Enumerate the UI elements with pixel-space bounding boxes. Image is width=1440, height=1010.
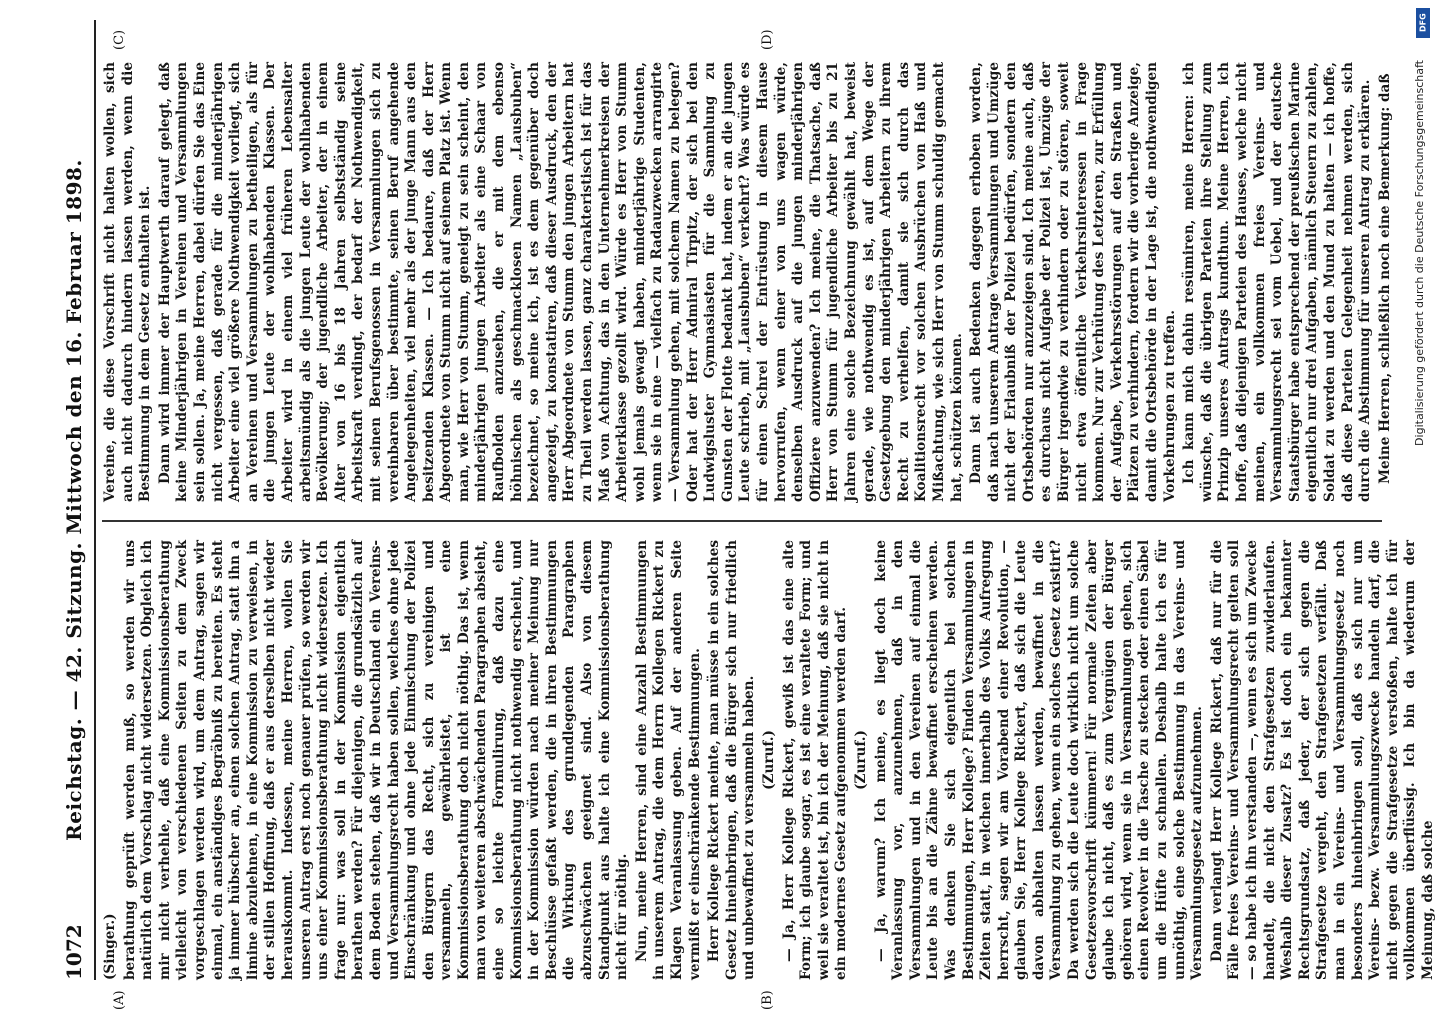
header-rule bbox=[94, 20, 96, 980]
column-divider bbox=[102, 521, 1382, 523]
margin-marker-d: (D) bbox=[760, 29, 775, 50]
paragraph: Herr Kollege Rickert meinte, man müsse in ein solches Gesetz hineinbringen, daß die Bürger sich nur friedlich und unbewaffnet zu versammeln haben. bbox=[706, 540, 758, 980]
digitization-note: Digitalisierung gefördert durch die Deutsche Forschungsgemeinschaft bbox=[1413, 60, 1426, 446]
paragraph: Meine Herren, schließlich noch eine Bemerkung: daß bbox=[1376, 73, 1393, 484]
paragraph: — Ja, Herr Kollege Rickert, gewiß ist das eine alte Form; ich glaube sogar, es ist eine veraltete Form; und weil sie veraltet ist, bin ich der Meinung, daß sie nicht in ein modernes Gesetz aufgenommen werden darf. bbox=[780, 540, 850, 980]
margin-marker-c: (C) bbox=[112, 29, 127, 50]
running-title: Reichstag. — 42. Sitzung. Mittwoch den 16. Februar 1898. bbox=[62, 159, 86, 841]
paragraph: Ich kann mich dahin resümiren, meine Herren: ich wünsche, daß die übrigen Parteien ihre Stellung zum Prinzip unseres Antrags kundthun. Meine Herren, ich hoffe, daß diejenigen Parteien des Hauses, welche nicht meinen, ein vollkommen freies Vereins- und Versammlungsrecht sei vom Uebel, und der deutsche Staatsbürger habe entsprechend der preußischen Marine eigentlich nur drei Aufgaben, nämlich Steuern zu zahlen, Soldat zu werden und den Mund zu halten — ich hoffe, daß diese Parteien Gelegenheit nehmen werden, sich durch die Abstimmung für unseren Antrag zu erklären. bbox=[1181, 62, 1374, 502]
page-number: 1072 bbox=[62, 924, 86, 980]
margin-marker-a: (A) bbox=[112, 990, 127, 1010]
left-column bbox=[102, 540, 1440, 980]
paragraph: Vereine, die diese Vorschrift nicht halten wollen, sich auch nicht dadurch hindern lassen werden, wenn die Bestimmung in dem Gesetz enthalten ist. bbox=[102, 62, 154, 502]
dfg-logo: DFG bbox=[1416, 8, 1430, 38]
paragraph: Dann verlangt Herr Kollege Rickert, daß nur für die Fälle freies Vereins- und Versammlungsrecht gelten soll — so habe ich ihn verstanden —, wenn es sich um Zwecke handelt, die nicht den Strafgesetzen zuwiderlaufen. Weshalb dieser Zusatz? Es ist doch ein bekannter Rechtsgrundsatz, daß jeder, der sich gegen die Strafgesetze vergeht, den Strafgesetzen verfällt. Daß man in ein Vereins- und Versammlungsgesetz noch besonders hineinbringen soll, daß es sich nur um Vereins- bezw. Versammlungszwecke handeln darf, die nicht gegen die Strafgesetze verstoßen, halte ich für vollkommen überflüssig. Ich bin da wiederum der Meinung, daß solche bbox=[1208, 540, 1436, 980]
margin-marker-b: (B) bbox=[760, 990, 775, 1010]
paragraph: Nun, meine Herren, sind eine Anzahl Bestimmungen in unserem Antrag, die dem Herrn Kollegen Rickert zu Klagen Veranlassung geben. Auf der anderen Seite vermißt er einschränkende Bestimmungen. bbox=[633, 540, 703, 980]
speaker-name: (Singer.) bbox=[102, 913, 118, 980]
paragraph: — Ja, warum? Ich meine, es liegt doch keine Veranlassung vor, anzunehmen, daß in den Versammlungen und in den Vereinen auf einmal die Leute bis an die Zähne bewaffnet erscheinen werden. Was denken Sie sich eigentlich bei solchen Bestimmungen, Herr Kollege? Finden Versammlungen in Zeiten statt, in welchen innerhalb des Volks Aufregung herrscht, sagen wir am Vorabend einer Revolution, — glauben Sie, Herr Kollege Rickert, daß sich die Leute davon abhalten lassen werden, bewaffnet in die Versammlung zu gehen, wenn ein solches Gesetz existirt? Da werden sich die Leute doch wirklich nicht um solche Gesetzesvorschrift kümmern! Für normale Zeiten aber glaube ich nicht, daß es zum Vergnügen der Bürger gehören wird, wenn sie in Versammlungen gehen, sich einen Revolver in die Tasche zu stecken oder einen Säbel um die Hüfte zu schnallen. Deshalb halte ich es für unnöthig, eine solche Bestimmung in das Vereins- und Versammlungsgesetz aufzunehmen. bbox=[872, 540, 1206, 980]
paragraph: Dann wird immer der Hauptwerth darauf gelegt, daß keine Minderjährigen in Vereinen und Versammlungen sein sollen. Ja, meine Herren, dabei dürfen Sie das Eine nicht vergessen, daß gerade für die minderjährigen Arbeiter eine viel größere Nothwendigkeit vorliegt, sich an Vereinen und Versammlungen zu betheiligen, als für die jungen Leute der wohlhabenden Klassen. Der Arbeiter wird in einem viel früheren Lebensalter arbeitsmündig als die jungen Leute der wohlhabenden Bevölkerung; der jugendliche Arbeiter, der in einem Alter von 16 bis 18 Jahren selbstständig seine Arbeitskraft verdingt, der bedarf der Nothwendigkeit, mit seinen Berufsgenossen in Versammlungen sich zu vereinbaren über bestimmte, seinen Beruf angehende Angelegenheiten, viel mehr als der junge Mann aus den besitzenden Klassen. — Ich bedaure, daß der Herr Abgeordnete von Stumm nicht auf seinem Platz ist. Wenn man, wie Herr von Stumm, geneigt zu sein scheint, den minderjährigen jungen Arbeiter als eine Schaar von Raufbolden anzusehen, die er mit dem ebenso höhnischen als geschmacklosen Namen „Lausbuben“ bezeichnet, so meine ich, ist es dem gegenüber doch angezeigt, zu konstatiren, daß dieser Ausdruck, den der Herr Abgeordnete von Stumm den jungen Arbeitern hat zu Theil werden lassen, ganz charakteristisch ist für das Maß von Achtung, das in den Unternehmerkreisen der Arbeiterklasse gezollt wird. Würde es Herr von Stumm wohl jemals gewagt haben, minderjährige Studenten, wenn sie in eine — vielfach zu Radauzwecken arrangirte — Versammlung gehen, mit solchem Namen zu belegen? Oder hat der Herr Admiral Tirpitz, der sich bei den Ludwigsluster Gymnasiasten für die Sammlung zu Gunsten der Flotte bedankt hat, indem er an die jungen Leute schrieb, mit „Lausbuben“ verkehrt? Was würde es für einen Schrei der Entrüstung in diesem Hause hervorrufen, wenn einer von uns wagen würde, denselben Ausdruck auf die jungen minderjährigen Offiziere anzuwenden? Ich meine, die Thatsache, daß Herr von Stumm für jugendliche Arbeiter bis zu 21 Jahren eine solche Bezeichnung gewählt hat, beweist gerade, wie nothwendig es ist, auf dem Wege der Gesetzgebung den minderjährigen Arbeitern zu ihrem Recht zu verhelfen, damit sie sich durch das Koalitionsrecht vor solchen Ausbrüchen von Haß und Mißachtung, wie sich Herr von Stumm schuldig gemacht hat, schützen können. bbox=[156, 62, 965, 502]
interjection: (Zuruf.) bbox=[760, 730, 777, 790]
right-column bbox=[102, 62, 1396, 502]
running-head bbox=[60, 20, 88, 980]
paragraph: berathung geprüft werden muß, so werden wir uns natürlich dem Vorschlag nicht widersetzen. Obgleich ich mir nicht verhehle, daß eine Kommissionsberathung vielleicht von verschiedenen Seiten zu dem Zweck vorgeschlagen werden wird, um dem Antrag, sagen wir einmal, ein anständiges Begräbniß zu bereiten. Es steht ja immer hübscher an, einen solchen Antrag, statt ihn a limine abzulehnen, in eine Kommission zu verweisen, in der stillen Hoffnung, daß er aus derselben nicht wieder herauskommt. Indessen, meine Herren, wollen Sie unseren Antrag erst noch genauer prüfen, so werden wir uns einer Kommissionsberathung nicht widersetzen. Ich frage nur: was soll in der Kommission eigentlich berathen werden? Für diejenigen, die grundsätzlich auf dem Boden stehen, daß wir in Deutschland ein Vereins- und Versammlungsrecht haben sollen, welches ohne jede Einschränkung und ohne jede Einmischung der Polizei den Bürgern das Recht, sich zu vereinigen und versammeln, gewährleistet, ist eine Kommissionsberathung doch nicht nöthig. Das ist, wenn man von weiteren abschwächenden Paragraphen absieht, eine so leichte Formulirung, daß dazu eine Kommissionsberathung nicht nothwendig erscheint, und in der Kommission würden nach meiner Meinung nur Beschlüsse gefaßt werden, die in ihren Bestimmungen die Wirkung des grundlegenden Paragraphen abzuschwächen geeignet sind. Also von diesem Standpunkt aus halte ich eine Kommissionsberathung nicht für nöthig. bbox=[121, 540, 631, 980]
interjection: (Zuruf.) bbox=[852, 730, 869, 790]
paragraph: Dann ist auch Bedenken dagegen erhoben worden, daß nach unserem Antrage Versammlungen und Umzüge nicht der Erlaubniß der Polizei bedürfen, sondern den Ortsbehörden nur anzuzeigen sind. Ich meine auch, daß es durchaus nicht Aufgabe der Polizei ist, Umzüge der Bürger irgendwie zu verhindern oder zu stören, soweit nicht etwa öffentliche Verkehrsinteressen in Frage kommen. Nur zur Verhütung des Letzteren, zur Erfüllung der Aufgabe, Verkehrsstörungen auf den Straßen und Plätzen zu verhindern, fordern wir die vorherige Anzeige, damit die Ortsbehörde in der Lage ist, die nothwendigen Vorkehrungen zu treffen. bbox=[968, 62, 1178, 502]
